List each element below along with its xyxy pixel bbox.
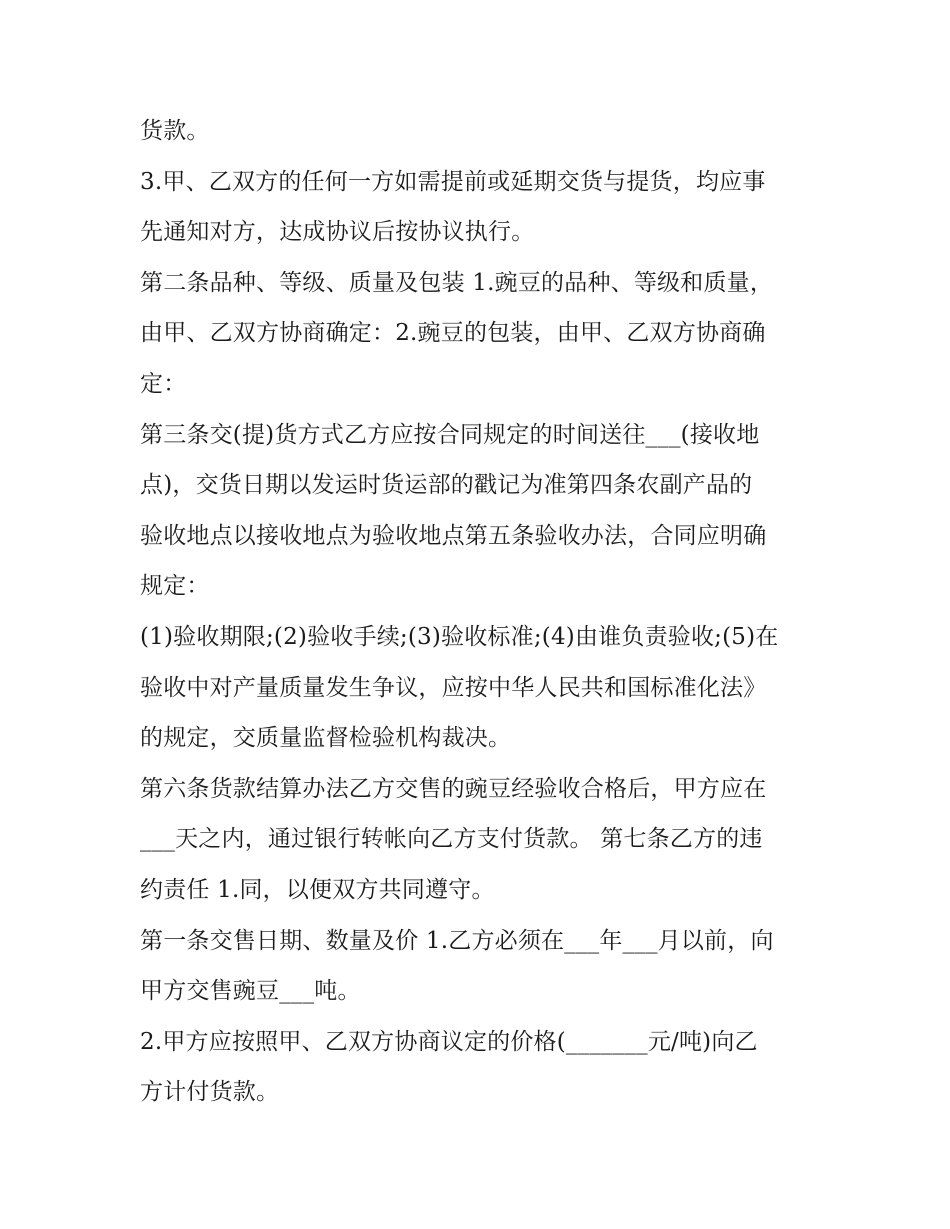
text-line-9: 验收地点以接收地点为验收地点第五条验收办法，合同应明确 <box>140 522 767 549</box>
text-line-14: 第六条货款结算办法乙方交售的豌豆经验收合格后，甲方应在 <box>140 775 767 802</box>
text-line-5: 由甲、乙双方协商确定：2.豌豆的包装，由甲、乙双方协商确 <box>140 320 766 347</box>
text-line-15: ___天之内，通过银行转帐向乙方支付货款。 第七条乙方的违 <box>140 826 763 853</box>
text-line-2: 3.甲、乙双方的任何一方如需提前或延期交货与提货，均应事 <box>140 168 766 195</box>
text-line-10: 规定： <box>140 573 210 600</box>
text-line-16: 约责任 1.同，以便双方共同遵守。 <box>140 876 495 903</box>
text-line-20: 方计付货款。 <box>140 1079 280 1106</box>
text-line-13: 的规定，交质量监督检验机构裁决。 <box>140 725 512 752</box>
document-body <box>140 106 820 1118</box>
text-line-18: 甲方交售豌豆___吨。 <box>140 978 361 1005</box>
text-line-1: 货款。 <box>140 118 210 144</box>
text-line-17: 第一条交售日期、数量及价 1.乙方必须在___年___月以前，向 <box>140 927 774 954</box>
text-line-4: 第二条品种、等级、质量及包装 1.豌豆的品种、等级和质量， <box>140 269 774 296</box>
text-line-7: 第三条交(提)货方式乙方应按合同规定的时间送往___(接收地 <box>140 421 760 448</box>
text-line-19: 2.甲方应按照甲、乙双方协商议定的价格(_______元/吨)向乙 <box>140 1028 758 1055</box>
text-line-6: 定： <box>140 370 187 397</box>
text-line-11: (1)验收期限;(2)验收手续;(3)验收标准;(4)由谁负责验收;(5)在 <box>140 623 779 650</box>
text-line-3: 先通知对方，达成协议后按协议执行。 <box>140 219 535 246</box>
text-line-8: 点)，交货日期以发运时货运部的戳记为准第四条农副产品的 <box>140 472 753 499</box>
text-line-12: 验收中对产量质量发生争议，应按中华人民共和国标准化法》 <box>140 674 767 701</box>
